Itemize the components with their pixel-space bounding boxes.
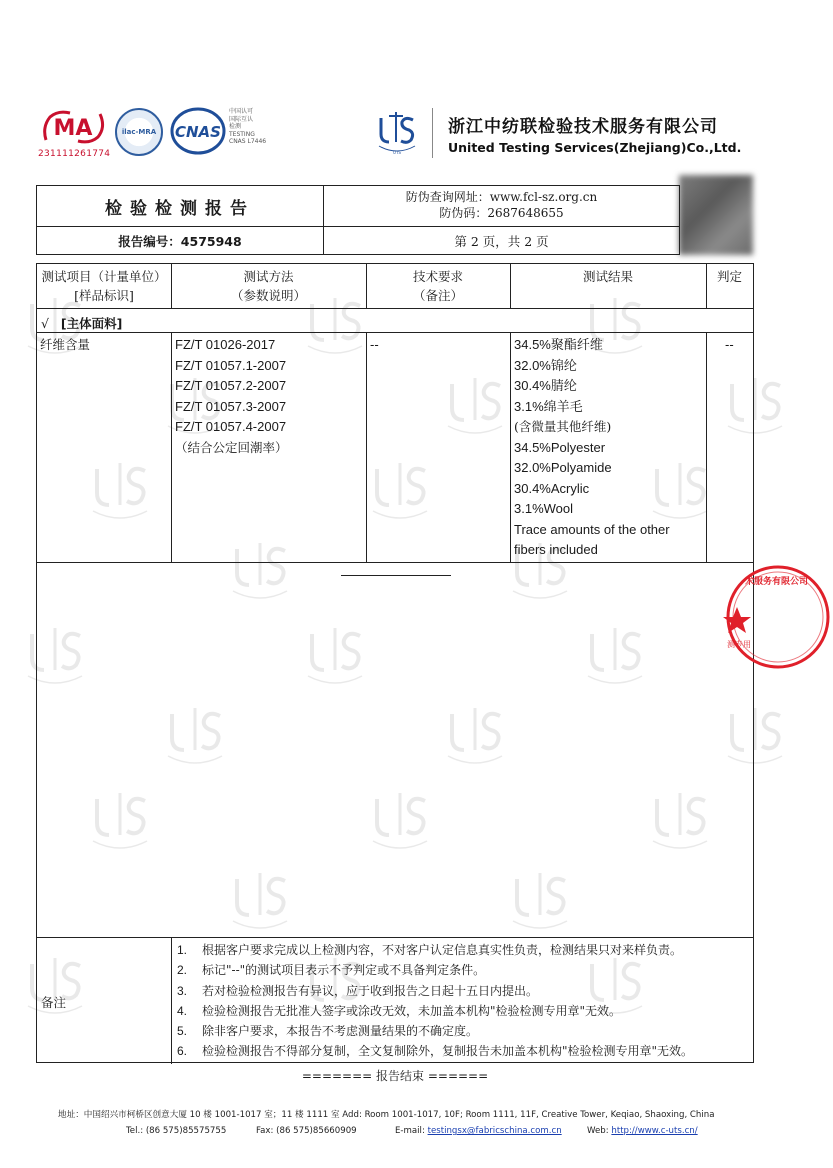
report-end-marker: ======= 报告结束 ====== (301, 1069, 489, 1083)
section-main-fabric (41, 314, 122, 332)
page-info: 第 2 页，共 2 页 (454, 233, 549, 249)
remark-item (171, 940, 753, 960)
header-text: [样品标识] (74, 288, 134, 303)
ilac-text: ilac-MRA (121, 128, 157, 136)
row-requirement: -- (370, 337, 379, 352)
blurred-photo (679, 175, 753, 255)
remark-number: 3. (177, 983, 188, 998)
remark-item (171, 960, 753, 980)
cnas-desc-line: 国际互认 (229, 115, 254, 123)
remark-text: 根据客户要求完成以上检测内容，不对客户认定信息真实性负责，检测结果只对来样负责。 (202, 943, 683, 957)
table-rule (706, 332, 707, 562)
remark-item (171, 1021, 753, 1041)
ma-number: 231111261774 (38, 149, 111, 159)
email-label: E-mail: (395, 1126, 425, 1136)
check-mark: √ (41, 316, 49, 331)
result-line: 32.0%锦纶 (514, 357, 577, 373)
verify-code: 防伪码：2687648655 (439, 206, 564, 220)
method-line: FZ/T 01057.2-2007 (175, 378, 287, 393)
cnas-desc-line: 检测 (229, 123, 242, 130)
verification-info (324, 186, 679, 227)
header-text: 技术要求 (412, 269, 463, 284)
row-results (514, 335, 670, 561)
remark-item (171, 981, 753, 1001)
uts-logo-text: UTS (393, 150, 401, 155)
remarks-list (171, 940, 753, 1062)
header-logos (38, 106, 758, 166)
separator-line (341, 575, 451, 576)
company-name-cn: 浙江中纺联检验技术服务有限公司 (448, 117, 718, 137)
header-test-item (37, 264, 171, 308)
header-requirement (366, 264, 510, 308)
cnas-desc-line: TESTING (229, 130, 255, 138)
result-line: 3.1%Wool (514, 501, 574, 516)
method-line: FZ/T 01057.4-2007 (175, 419, 287, 434)
footer-email (395, 1126, 562, 1136)
remark-number: 1. (177, 943, 188, 957)
report-title: 检验检测报告 (37, 186, 324, 227)
remark-number: 6. (177, 1044, 188, 1059)
ilac-mra-logo-icon (115, 108, 163, 156)
table-rule (37, 308, 753, 309)
cnas-logo-text: CNAS (175, 123, 221, 141)
row-item: 纤维含量 (40, 337, 91, 352)
remark-item (171, 1001, 753, 1021)
header-text: （备注） (412, 288, 463, 303)
report-title-block (36, 185, 680, 255)
logo-divider (432, 108, 433, 158)
footer-fax: Fax: (86 575)85660909 (256, 1126, 357, 1136)
result-line: 34.5%Polyester (514, 439, 606, 455)
table-rule (366, 332, 367, 562)
cnas-desc-line: 中国认可 (229, 108, 254, 115)
ma-logo-text: MA (53, 116, 93, 141)
table-rule (37, 937, 753, 938)
cma-logo-icon (40, 110, 106, 144)
verify-site: 防伪查询网址：www.fcl-sz.org.cn (405, 190, 598, 204)
remark-number: 4. (177, 1003, 188, 1018)
section-label-text: [主体面料] (60, 316, 123, 331)
header-judgement (706, 264, 753, 308)
remark-text: 检验检测报告不得部分复制，全文复制除外，复制报告未加盖本机构"检验检测专用章"无效。 (202, 1044, 694, 1059)
table-rule (510, 332, 511, 562)
footer-address: 地址：中国绍兴市柯桥区创意大厦 10 楼 1001-1017 室；11 楼 1111 室 Add: Room 1001-1017, 10F; Room 1111, 11F, Creative Tower, Keqiao, Shaoxing, China (58, 1110, 715, 1120)
method-line: FZ/T 01026-2017 (175, 337, 276, 352)
stamp-text: 术服务有限公司 (745, 577, 809, 587)
test-results-table (36, 263, 754, 1063)
remark-text: 标记"--"的测试项目表示不予判定或不具备判定条件。 (202, 963, 486, 978)
remark-text: 若对检验检测报告有异议，应于收到报告之日起十五日内提出。 (202, 983, 539, 998)
cnas-description (229, 108, 266, 146)
result-line: Trace amounts of the other (514, 521, 670, 537)
footer-web (587, 1126, 698, 1136)
table-rule (37, 332, 753, 333)
web-label: Web: (587, 1126, 609, 1136)
remark-text: 除非客户要求，本报告不考虑测量结果的不确定度。 (202, 1024, 479, 1039)
result-line: 30.4%腈纶 (514, 378, 577, 393)
header-result (510, 264, 706, 308)
method-line: FZ/T 01057.1-2007 (175, 357, 287, 373)
result-line: 30.4%Acrylic (514, 480, 590, 496)
report-number: 报告编号：4575948 (37, 227, 324, 254)
remark-number: 5. (177, 1024, 188, 1039)
row-methods (175, 335, 288, 458)
table-rule (37, 562, 753, 563)
result-line: 32.0%Polyamide (514, 460, 612, 475)
header-test-method (171, 264, 366, 308)
header-text: 测试结果 (582, 269, 633, 284)
header-text: 测试方法 (243, 269, 294, 284)
header-text: （参数说明） (230, 288, 306, 303)
result-line: (含微量其他纤维) (514, 419, 612, 434)
table-rule (171, 332, 172, 562)
remark-text: 检验检测报告无批准人签字或涂改无效，未加盖本机构"检验检测专用章"无效。 (202, 1003, 622, 1018)
remark-number: 2. (177, 963, 188, 978)
method-line: FZ/T 01057.3-2007 (175, 398, 287, 414)
header-text: 测试项目（计量单位） (41, 269, 167, 284)
footer-tel: Tel.: (86 575)85575755 (126, 1126, 227, 1136)
row-judgement: -- (725, 337, 734, 352)
company-name-en: United Testing Services(Zhejiang)Co.,Ltd. (448, 140, 742, 155)
uts-logo-icon (375, 108, 419, 158)
cnas-logo-icon (170, 106, 226, 156)
result-line: 34.5%聚酯纤维 (514, 337, 603, 352)
web-link[interactable]: http://www.c-uts.cn/ (611, 1126, 698, 1136)
result-line: fibers included (514, 542, 598, 557)
method-line: （结合公定回潮率） (175, 439, 288, 455)
remarks-label: 备注 (41, 995, 67, 1010)
remark-item (171, 1041, 753, 1061)
stamp-sub-text: 测专用 (727, 640, 751, 649)
email-link[interactable]: testingsx@fabricschina.com.cn (427, 1126, 562, 1136)
header-text: 判定 (716, 269, 742, 284)
result-line: 3.1%绵羊毛 (514, 398, 583, 414)
cnas-desc-line: CNAS L7446 (229, 138, 267, 145)
